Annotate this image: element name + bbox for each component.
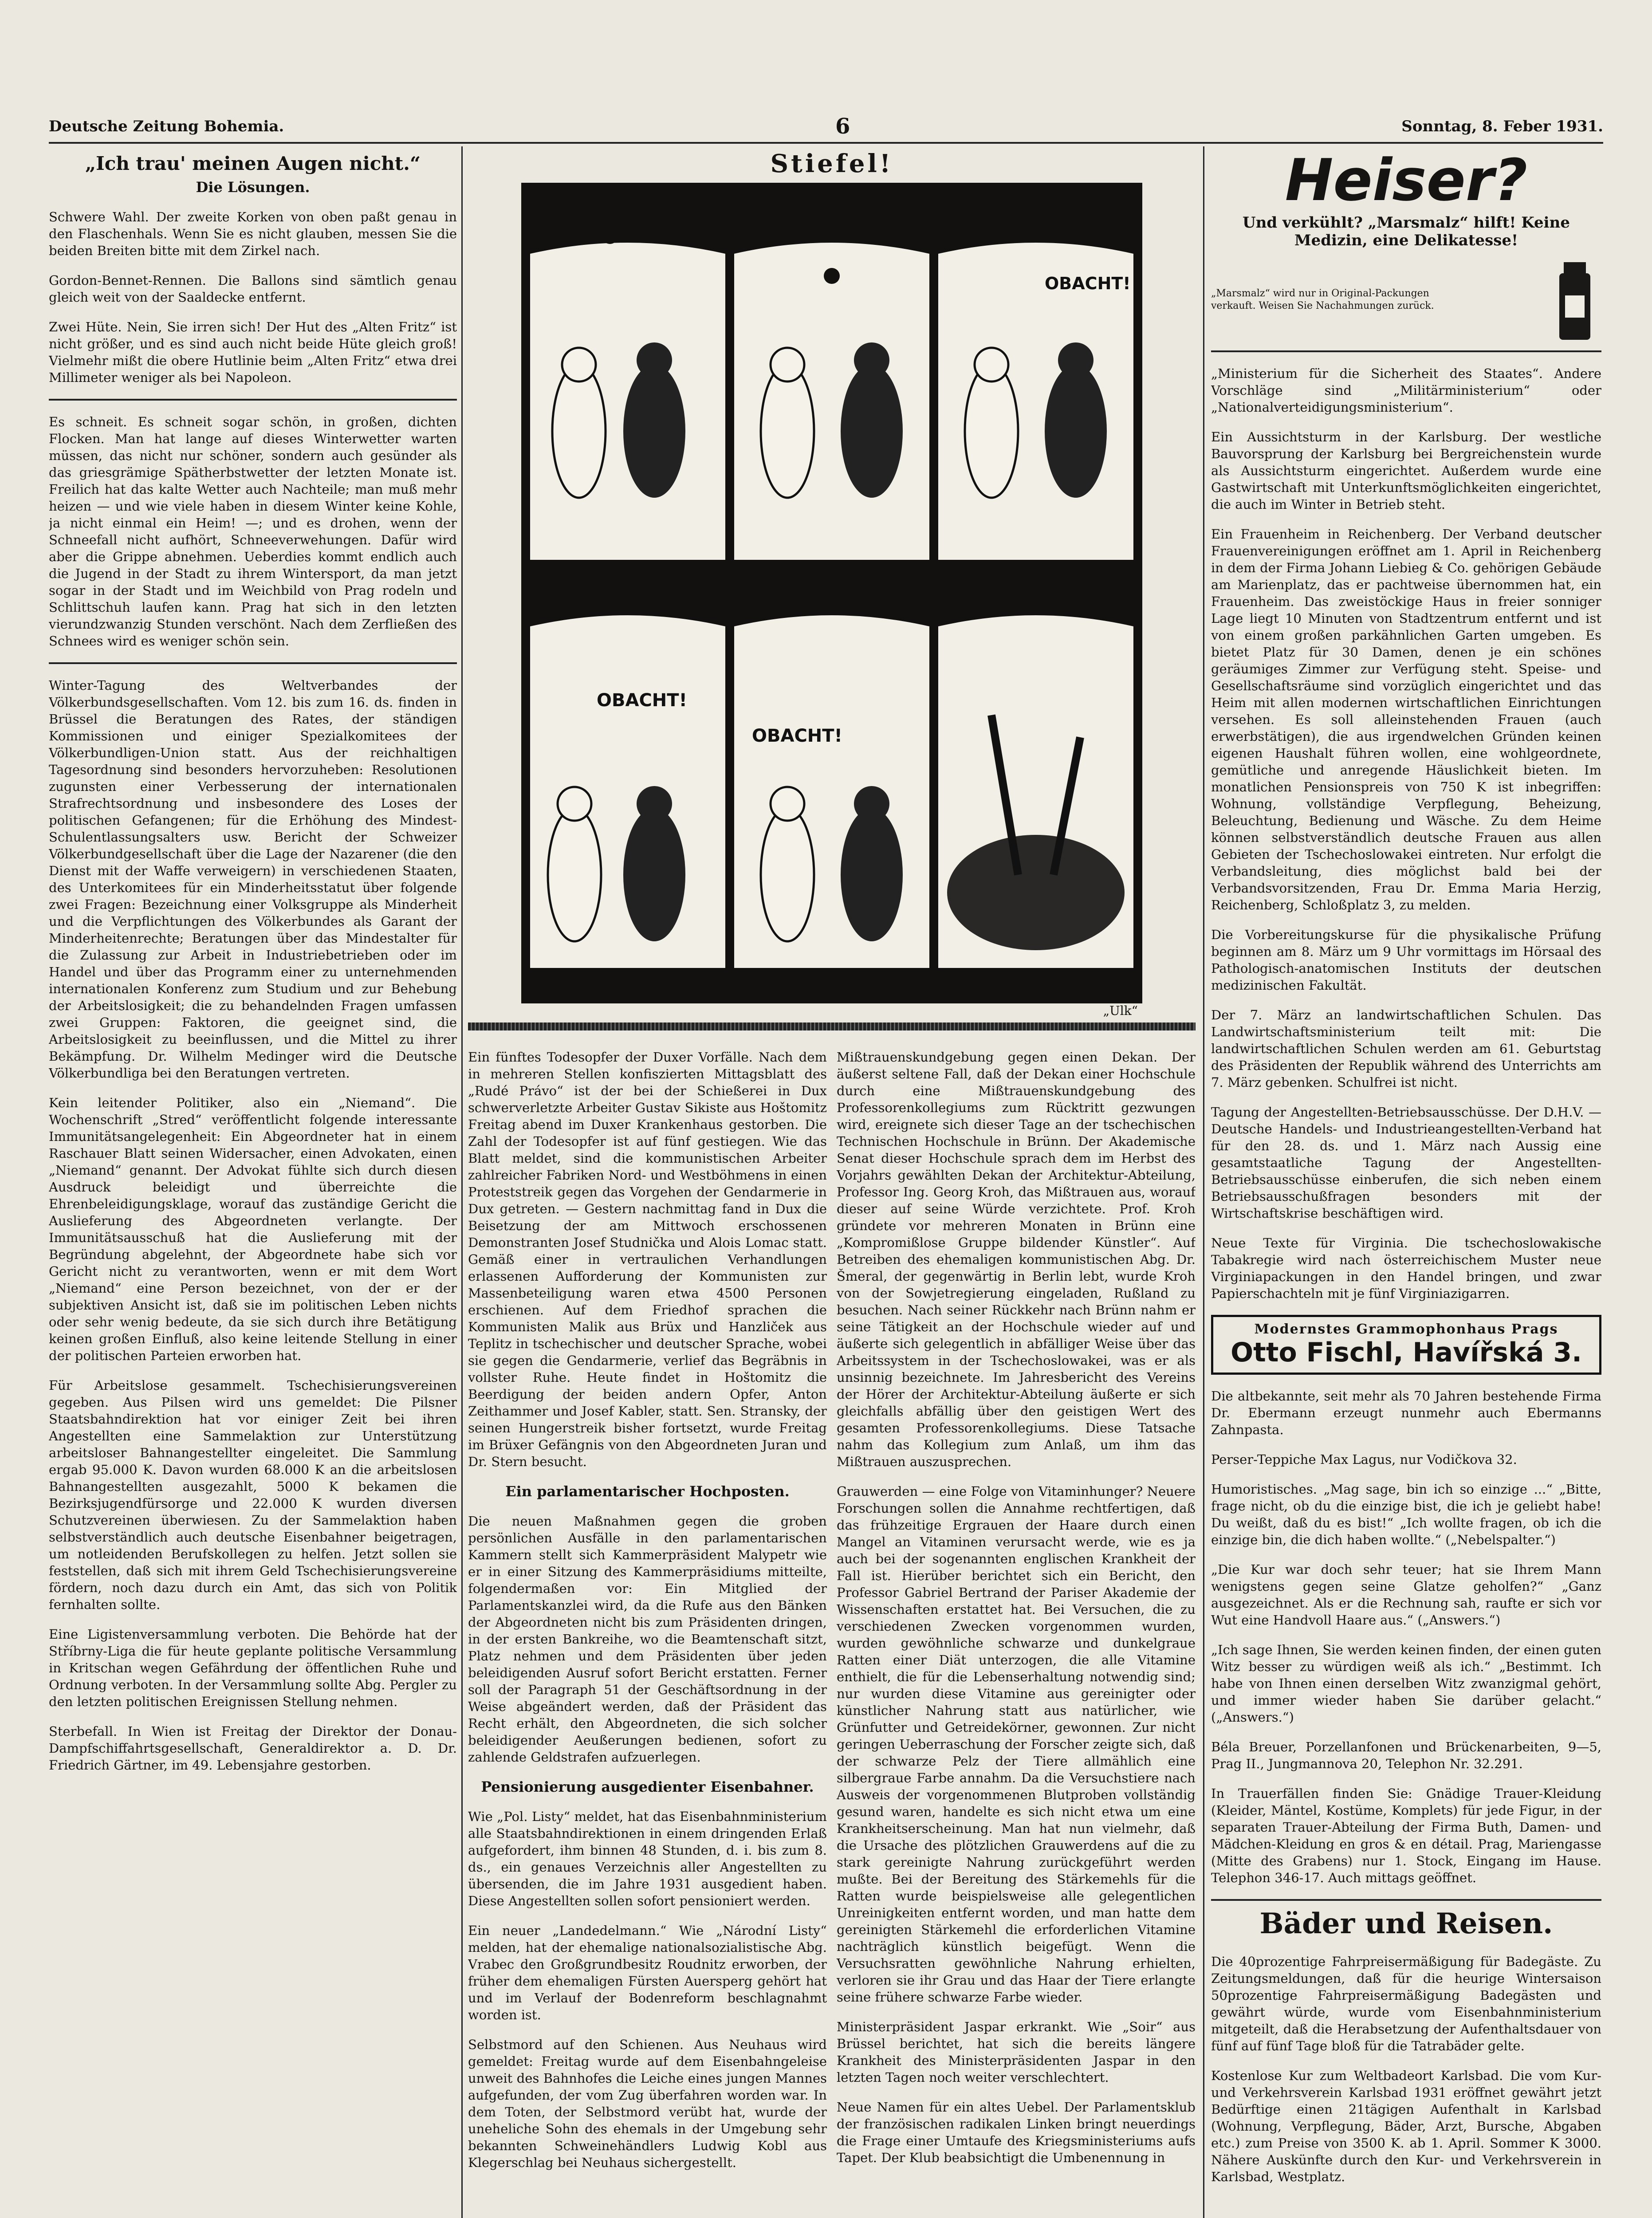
divider-bar <box>468 1022 1196 1030</box>
comic-strip <box>521 183 1142 1003</box>
section-title: Bäder und Reisen. <box>1259 1907 1553 1940</box>
notice-dentist: Béla Breuer, Porzellanfonen und Brückenarbeiten, 9—5, Prag II., Jungmannova 20, Telephon Nr. 32.291. <box>1211 1739 1601 1771</box>
article-march7: Der 7. März an landwirtschaftlichen Schulen. Das Landwirtschaftsministerium teilt mit: Die landwirtschaftlichen Schulen werden am 61. Geburtstag des Präsidenten der Republik während des Unterrichts am 7. März gebenken. Schulfrei ist nicht. <box>1211 1007 1601 1090</box>
article-subtitle: Die Lösungen. <box>196 179 310 196</box>
article-pension: Wie „Pol. Listy“ meldet, hat das Eisenbahnministerium alle Staatsbahndirektionen in einem dringenden Erlaß aufgefordert, ihm binnen 48 Stunden, d. i. bis zum 8. ds., ein genaues Verzeichnis aller Angestellten zu übersenden, die im Jahre 1931 ausgedient haben. Diese Angestellten sollen sofort pensioniert werden. <box>468 1809 827 1908</box>
comic-word: OBACHT! <box>752 726 842 746</box>
article-jaspar: Ministerpräsident Jaspar erkrankt. Wie „Soir“ aus Brüssel berichtet, hat sich die bereits längere Krankheit des Ministerpräsidenten Jaspar in den letzten Tagen noch weiter verschlechtert. <box>837 2019 1196 2085</box>
comic-panel <box>938 569 1133 968</box>
article-karlsbad: Kostenlose Kur zum Weltbadeort Karlsbad. Die vom Kur- und Verkehrsverein Karlsbad 1931 eröffnet gewährt jetzt Bedürftige einen 21tägigen Aufenthalt in Karlsbad (Wohnung, Verpflegung, Bäder, Arzt, Bursche, Abgaben etc.) zum Preise von 3500 K. ab 1. April. Sommer K 3000. Nähere Auskünfte durch den Kur- und Verkehrsverein in Karlsbad, Westplatz. <box>1211 2068 1601 2184</box>
subcolumn-right <box>837 1036 1196 2184</box>
article-obituary: Sterbefall. In Wien ist Freitag der Direktor der Donau-Dampfschiffahrtsgesellschaft, Generaldirektor a. D. Dr. Friedrich Gärtner, im 49. Lebensjahre gestorben. <box>49 1724 457 1773</box>
comic-panel <box>530 569 725 968</box>
article-title: „Ich trau' meinen Augen nicht.“ <box>85 153 421 174</box>
jar-icon <box>1548 256 1601 344</box>
article-ban: Eine Ligistenversammlung verboten. Die Behörde hat der Stříbrny-Liga die für heute geplante politische Versammlung in Kritschan wegen Gefährdung der öffentlichen Ruhe und Ordnung verboten. In der Versammlung sollte Abg. Pergler zu den letzten politischen Ereignissen Stellung nehmen. <box>49 1627 457 1709</box>
article-dux: Ein fünftes Todesopfer der Duxer Vorfälle. Nach dem in mehreren Stellen konfiszierten Mittagsblatt des „Rudé Právo“ ist der bei der Schießerei in Dux schwerverletzte Arbeiter Gustav Sikiste aus Hoštomitz Freitag abend im Duxer Krankenhaus gestorben. Die Zahl der Todesopfer ist auf fünf gestiegen. Wie das Blatt meldet, sind die kommunistischen Arbeiter zahlreicher Fabriken Nord- und Westböhmens in einen Proteststreik gegen das Vorgehen der Gendarmerie in Dux getreten. — Gestern nachmittag fand in Dux die Beisetzung der am Mittwoch erschossenen Demonstranten Josef Studnička und Alois Lomac statt. Gemäß einer in vertraulichen Verhandlungen erlassenen Aufforderung der Kommunisten zur Massenbeteiligung waren etwa 4500 Personen erschienen. Auf dem Friedhof sprachen die Kommunisten Malik aus Brüx und Hanzliček aus Teplitz in tschechischer und deutscher Sprache, wobei sie gegen die Gendarmerie, verlief das Begräbnis in vollster Ruhe. Heute findet in Hoštomitz die Beerdigung der beiden andern Opfer, Anton Zeithammer und Josef Kabler, statt. Sen. Stransky, der seinen Hungerstreik bisher fortsetzt, wurde Freitag im Brüxer Gefängnis von den Abgeordneten Juran und Dr. Stern besucht. <box>468 1050 827 1469</box>
article-vitamins: Grauwerden — eine Folge von Vitaminhunger? Neuere Forschungen sollen die Annahme rechtfertigen, daß das frühzeitige Ergrauen der Haare durch einen Mangel an Vitaminen verursacht werde, wie es ja auch bei der sogenannten englischen Krankheit der Fall ist. Hierüber berichtet sich ein Bericht, den Professor Gabriel Bertrand der Pariser Akademie der Wissenschaften erstattet hat. Bei Versuchen, die zu verschiedenen Zwecken vorgenommen wurden, wurden gewöhnliche schwarze und dunkelgraue Ratten einer Diät unterzogen, die alle Vitamine enthielt, die für die Lebenserhaltung notwendig sind; nur wurden diese Vitamine aus gereinigter oder künstlicher Nahrung statt aus natürlicher, wie Grünfutter und Getreidekörner, gewonnen. Zur nicht geringen Ueberraschung der Forscher zeigte sich, daß der schwarze Pelz der Tiere allmählich eine silbergraue Farbe annahm. Da die Versuchstiere nach Ausweis der vorgenommenen Blutproben vollständig gesund waren, handelte es sich nicht etwa um eine Krankheitserscheinung. Man hat nun vielmehr, daß die Ursache des plötzlichen Grauwerdens auf die zu stark gereinigte Nahrung zurückgeführt werden mußte. Bei der Bereitung des Stärkemehls für die Ratten wurde beispielsweise alle gelegentlichen Unreinigkeiten entfernt worden, und man hatte dem gereinigten Stärkemehl die erforderlichen Vitamine nachträglich künstlich beigefügt. Wenn die Versuchsratten gewöhnliche Nahrung erhielten, verloren sie ihr Grau und das Haar der Tiere erlangte seine frühere schwarze Farbe wieder. <box>837 1484 1196 2005</box>
ad-grammophon <box>1211 1315 1601 1375</box>
article-title: Pensionierung ausgedienter Eisenbahner. <box>481 1778 814 1795</box>
article-ministry: „Ministerium für die Sicherheit des Staates“. Andere Vorschläge sind „Militärministerium“ oder „Nationalverteidigungsministerium“. <box>1211 366 1601 415</box>
ad-grammophon-top: Modernstes Grammophonhaus Prags <box>1254 1321 1558 1337</box>
column-divider <box>1203 146 1204 2218</box>
notice-mourning: In Trauerfällen finden Sie: Gnädige Trauer-Kleidung (Kleider, Mäntel, Kostüme, Komplets) für jede Figur, in der separaten Trauer-Abteilung der Firma Buth, Damen- und Mädchen-Kleidung en gros & en détail. Prag, Mariengasse (Mitte des Grabens) nur 1. Stock, Eingang im Hause. Telephon 346-17. Auch mittags geöffnet. <box>1211 1786 1601 1885</box>
ad-fineprint: „Marsmalz“ wird nur in Original-Packungen verkauft. Weisen Sie Nachahmungen zurück. <box>1211 288 1434 311</box>
article-illusions <box>49 153 457 386</box>
divider <box>1211 1899 1601 1901</box>
notice-ebermann: Die altbekannte, seit mehr als 70 Jahren bestehende Firma Dr. Ebermann erzeugt nunmehr auch Ebermanns Zahnpasta. <box>1211 1388 1601 1437</box>
article-names: Neue Namen für ein altes Uebel. Der Parlamentsklub der französischen radikalen Linken bringt neuerdings die Frage einer Umtaufe des Kriegsministeriums aufs Tapet. Der Klub beabsichtigt die Umbenennung in <box>837 2100 1196 2165</box>
article-womens-home: Ein Frauenheim in Reichenberg. Der Verband deutscher Frauenvereinigungen eröffnet am 1. April in Reichenberg in dem der Firma Johann Liebieg & Co. gehörigen Gebäude am Marienplatz, das er pachtweise übernommen hat, ein Frauenheim. Das zweistöckige Haus in freier sonniger Lage liegt 10 Minuten von Stadtzentrum entfernt und ist von einem großen parkähnlichen Garten umgeben. Es bietet Platz für 30 Damen, denen je ein schönes geräumiges Zimmer zur Verfügung steht. Speise- und Gesellschaftsräume sind vorzüglich eingerichtet und das Heim mit allen modernen wirtschaftlichen Einrichtungen versehen. Es soll alleinstehenden Frauen (auch erwerbstätigen), die aus irgendwelchen Gründen keinen eigenen Haushalt führen wollen, eine wohlgeordnete, gemütliche und anregende Häuslichkeit bieten. Im monatlichen Pensionspreis von 750 K ist inbegriffen: Wohnung, vollständige Verpflegung, Beheizung, Beleuchtung, Bedienung und Wäsche. Zu dem Heime können selbstverständlich deutsche Frauen aus allen Gebieten der Tschechoslowakei eintreten. Nur erfolgt die Verbandsleitung, dies möglichst bald bei der Verbandsvorsitzenden, Frau Dr. Emma Maria Herzig, Reichenberg, Schloßplatz 3, zu melden. <box>1211 527 1601 912</box>
comic-signature: „Ulk“ <box>1103 1003 1138 1018</box>
divider <box>1211 350 1601 352</box>
divider <box>49 399 457 401</box>
page-header <box>49 111 1603 144</box>
humor-item: „Ich sage Ihnen, Sie werden keinen finden, der einen guten Witz besser zu würdigen weiß als ich.“ „Bestimmt. Ich habe von Ihnen einen derselben Witz zwanzigmal gehört, und immer wieder haben Sie darüber gelacht.“ („Answers.“) <box>1211 1642 1601 1725</box>
comic-panel <box>734 569 929 968</box>
article-paragraph: Schwere Wahl. Der zweite Korken von oben paßt genau in den Flaschenhals. Wenn Sie es nicht glauben, messen Sie die beiden Breiten bitte mit dem Zirkel nach. <box>49 209 457 258</box>
subcolumn-left <box>468 1036 827 2184</box>
article-conference: Tagung der Angestellten-Betriebsausschüsse. Der D.H.V. — Deutsche Handels- und Industrieangestellten-Verband hat für den 28. ds. und 1. März nach Aussig eine gesamtstaatliche Tagung der Angestellten-Betriebsausschüsse einberufen, die sich neben einem Betriebsausschußfragen besonders mit der Wirtschaftskrise beschäftigen wird. <box>1211 1105 1601 1221</box>
ad-marsmalz <box>1211 146 1601 344</box>
article-tower: Ein Aussichtsturm in der Karlsburg. Der westliche Bauvorsprung der Karlsburg bei Bergreichenstein wurde als Aussichtsturm eingerichtet. Außerdem wurde eine Gastwirtschaft mit Unterkunftsmöglichkeiten eingerichtet, die auch im Winter in Betrieb steht. <box>1211 429 1601 512</box>
issue-date: Sonntag, 8. Feber 1931. <box>1401 118 1603 135</box>
article-paragraph: Gordon-Bennet-Rennen. Die Ballons sind sämtlich genau gleich weit von der Saaldecke entfernt. <box>49 273 457 305</box>
humor-item: Humoristisches. „Mag sage, bin ich so einzige ...“ „Bitte, frage nicht, ob du die einzige bist, die ich je geliebt habe! Du weißt, daß du es bist!“ „Ich wollte fragen, ob ich die einzige bin, die dich haben wollte.“ („Nebelspalter.“) <box>1211 1482 1601 1547</box>
article-title: Ein parlamentarischer Hochposten. <box>505 1483 790 1500</box>
article-suicide: Selbstmord auf den Schienen. Aus Neuhaus wird gemeldet: Freitag wurde auf dem Eisenbahngeleise unweit des Bahnhofes die Leiche eines jungen Mannes aufgefunden, der vom Zug überfahren worden war. In dem Toten, der Selbstmord verübt hat, wurde der uneheliche Sohn des ehemals in der Umgebung sehr bekannten Schweinehändlers Ludwig Kobl aus Klegerschlag bei Neuhaus sichergestellt. <box>468 2037 827 2170</box>
column-divider <box>461 146 463 2218</box>
column-center <box>468 146 1196 2218</box>
ad-headline: Heiser? <box>1285 146 1528 214</box>
comic-title: Stiefel! <box>770 149 893 178</box>
article-paragraph: Zwei Hüte. Nein, Sie irren sich! Der Hut des „Alten Fritz“ ist nicht größer, und es sind auch nicht beide Hüte gleich groß! Vielmehr mißt die obere Hutlinie beim „Alten Fritz“ etwa drei Millimeter weniger als bei Napoleon. <box>49 319 457 385</box>
comic-panel <box>938 192 1133 560</box>
article-parliament: Die neuen Maßnahmen gegen die groben persönlichen Ausfälle in den parlamentarischen Kammern stellt sich Kammerpräsident Malypetr wie er in einer Sitzung des Kammerpräsidiums mitteilte, folgendermaßen vor: Ein Mitglied der Parlamentskanzlei wird, da die Rufe aus den Bänken der Abgeordneten nicht bis zum Präsidenten dringen, in der ersten Bankreihe, wo die Beamtenschaft sitzt, Platz nehmen und dem Präsidenten über jeden beleidigenden Ausruf sofort Bericht erstatten. Ferner soll der Paragraph 51 der Geschäftsordnung in der Weise abgeändert werden, daß der Präsident das Recht erhält, den Abgeordneten, die sich solcher beleidigender Aeußerungen bedienen, sofort zu zahlende Geldstrafen aufzuerlegen. <box>468 1514 827 1765</box>
comic-panel <box>734 192 929 560</box>
column-left <box>49 146 457 2218</box>
comic-word: OBACHT! <box>1045 274 1131 293</box>
center-subcolumns <box>468 1036 1196 2184</box>
column-right <box>1211 146 1601 2218</box>
article-snow: Es schneit. Es schneit sogar schön, in großen, dichten Flocken. Man hat lange auf dieses Winterwetter warten müssen, das nicht nur schöner, sondern auch gesünder als das griesgrämige Spätherbstwetter der letzten Monate ist. Freilich hat das kalte Wetter auch Nachteile; man muß mehr heizen — und wie viele haben in diesem Winter keine Kohle, ja nicht einmal ein Heim! —; und es drohen, wenn der Schneefall nicht aufhört, Schneeverwehungen. Dafür wird aber die Grippe abnehmen. Ueberdies kommt endlich auch die Jugend in der Stadt zu ihrem Wintersport, da man jetzt sogar in der Stadt und im Weichbild von Prag rodeln und Schlittschuh laufen kann. Prag hat sich in den letzten vierundzwanzig Stunden verschönt. Nach dem Zerfließen des Schnees wird es weniger schön sein. <box>49 414 457 649</box>
article-fare: Die 40prozentige Fahrpreisermäßigung für Badegäste. Zu Zeitungsmeldungen, daß für die heurige Wintersaison 50prozentige Fahrpreisermäßigung Badegästen und gewährt würde, wurde vom Eisenbahnministerium mitgeteilt, daß die Herabsetzung der Aufenthaltsdauer von fünf auf fünf Tage bloß für die Tatrabäder gelte. <box>1211 1954 1601 2053</box>
ad-slogan: Und verkühlt? „Marsmalz“ hilft! Keine Medizin, eine Delikatesse! <box>1243 214 1570 249</box>
comic-word: OBACHT! <box>597 690 687 711</box>
notice-carpets: Perser-Teppiche Max Lagus, nur Vodičkova 32. <box>1211 1452 1517 1467</box>
article-nobleman: Ein neuer „Landedelmann.“ Wie „Národní Listy“ melden, hat der ehemalige nationalsozialistische Abg. Vrabec den Großgrundbesitz Roudnitz erworben, der früher dem ehemaligen Fürsten Auersperg gehört hat und im Verlauf der Bodenreform beschlagnahmt worden ist. <box>468 1923 827 2022</box>
article-league: Winter-Tagung des Weltverbandes der Völkerbundsgesellschaften. Vom 12. bis zum 16. ds. finden in Brüssel die Beratungen des Rates, der ständigen Kommissionen und einiger Spezialkomitees der Völkerbundligen-Union statt. Aus der reichhaltigen Tagesordnung sind besonders hervorzuheben: Resolutionen zugunsten einer Verbesserung der internationalen Strafrechtsordnung und insbesondere des Loses der politischen Gefangenen; für die Erhöhung des Mindest-Schulentlassungsalters usw. Bericht der Schweizer Völkerbundgesellschaft über die Lage der Nazarener (die den Dienst mit der Waffe verweigern) in verschiedenen Staaten, des Unterkomitees für ein Minderheitsstatut über folgende zwei Fragen: Bezeichnung einer Volksgruppe als Minderheit und die Verpflichtungen des Völkerbundes als Garant der Minderheitenrechte; Beratungen über das Mindestalter für die Zulassung zur Arbeit in Industriebetrieben oder im Handel und über das Programm einer zu unternehmenden internationalen Konferenz zum Studium und zur Behebung der Arbeitslosigkeit; die zu behandelnden Fragen umfassen zwei Gruppen: Faktoren, die geeignet sind, die Arbeitslosigkeit zu beeinflussen, und die Mittel zu ihrer Bekämpfung. Dr. Wilhelm Medinger wird die Deutsche Völkerbundliga bei den Beratungen vertreten. <box>49 678 457 1081</box>
article-virginia: Neue Texte für Virginia. Die tschechoslowakische Tabakregie wird nach österreichischem Muster neue Virginiapackungen in den Handel bringen, und zwar Papierschachteln mit je fünf Virginiazigarren. <box>1211 1235 1601 1301</box>
humor-item: „Die Kur war doch sehr teuer; hat sie Ihrem Mann wenigstens gegen seine Glatze geholfen?“ „Ganz ausgezeichnet. Als er die Rechnung sah, raufte er sich vor Wut eine Handvoll Haare aus.“ („Answers.“) <box>1211 1562 1601 1628</box>
ad-grammophon-name: Otto Fischl, Havířská 3. <box>1231 1337 1582 1368</box>
paper-name: Deutsche Zeitung Bohemia. <box>49 118 284 135</box>
article-courses: Die Vorbereitungskurse für die physikalische Prüfung beginnen am 8. März um 9 Uhr vormittags im Hörsaal des Pathologisch-anatomischen Instituts der deutschen medizinischen Fakultät. <box>1211 927 1601 993</box>
article-dean: Mißtrauenskundgebung gegen einen Dekan. Der äußerst seltene Fall, daß der Dekan einer Hochschule durch eine Mißtrauenskundgebung des Professorenkollegiums zum Rücktritt gezwungen wird, ereignete sich dieser Tage an der tschechischen Technischen Hochschule in Brünn. Der Akademische Senat dieser Hochschule sprach dem im Herbst des Vorjahrs gewählten Dekan der Architektur-Abteilung, Professor Ing. Georg Kroh, das Mißtrauen aus, worauf dieser auf seine Würde verzichtete. Prof. Kroh gründete vor mehreren Monaten in Brünn eine „Kompromißlose Gruppe bildender Künstler“. Auf Betreiben des ehemaligen kommunistischen Abg. Dr. Šmeral, der gegenwärtig in Berlin lebt, wurde Kroh von der Sowjetregierung eingeladen, Rußland zu besuchen. Nach seiner Rückkehr nach Brünn nahm er seine Tätigkeit an der Hochschule wieder auf und äußerte sich gelegentlich in abfälliger Weise über das Arbeitssystem in der Tschechoslowakei, was er als unsinnig bezeichnete. Im Jahresbericht des Vereins der Hörer der Architektur-Abteilung äußerte er sich gleichfalls abfällig über den geistigen Wert des gesamten Professorenkollegiums. Diese Tatsache nahm das Kollegium zum Anlaß, um ihm das Mißtrauen auszusprechen. <box>837 1050 1196 1469</box>
divider <box>49 662 457 664</box>
comic-panel <box>530 192 725 560</box>
article-nobody: Kein leitender Politiker, also ein „Niemand“. Die Wochenschrift „Stred“ veröffentlicht folgende interessante Immunitätsangelegenheit: Ein Abgeordneter hat in einem Raschauer Blatt seinen Widersacher, einen Advokaten, einen „Niemand“ genannt. Der Advokat fühlte sich durch diesen Ausdruck beleidigt und überreichte die Ehrenbeleidigungsklage, worauf das zuständige Gericht die Auslieferung des Abgeordneten verlangte. Der Immunitätsausschuß hat die Auslieferung mit der Begründung abgelehnt, der Abgeordnete habe sich vor Gericht nicht zu verantworten, wenn er mit dem Wort „Niemand“ eine Person bezeichnet, von der er der subjektiven Ansicht ist, daß sie im politischen Leben nichts oder sehr wenig bedeute, da sie sich durch ihre Betätigung keinen großen Einfluß, also keine leitende Stellung in einer der politischen Parteien erworben hat. <box>49 1095 457 1363</box>
article-collection: Für Arbeitslose gesammelt. Tschechisierungsvereinen gegeben. Aus Pilsen wird uns gemeldet: Die Pilsner Staatsbahndirektion hat vor einiger Zeit bei ihren Angestellten eine Sammelaktion zur Unterstützung arbeitsloser Bahnangestellter eingeleitet. Die Sammlung ergab 95.000 K. Davon wurden 68.000 K an die arbeitslosen Bahnangestellten ausgezahlt, 5000 K bekamen die Bezirksjugendfürsorge und 22.000 K wurden diversen Schutzvereinen überwiesen. Zu der Sammelaktion haben selbstverständlich auch deutsche Eisenbahner beigetragen, um notleidenden Berufskollegen zu helfen. Jetzt sollen sie feststellen, daß sich mit ihrem Geld Tschechisierungsvereine fördern, noch dazu durch ein Amt, das sich von Politik fernhalten sollte. <box>49 1378 457 1612</box>
page-number: 6 <box>835 114 850 139</box>
